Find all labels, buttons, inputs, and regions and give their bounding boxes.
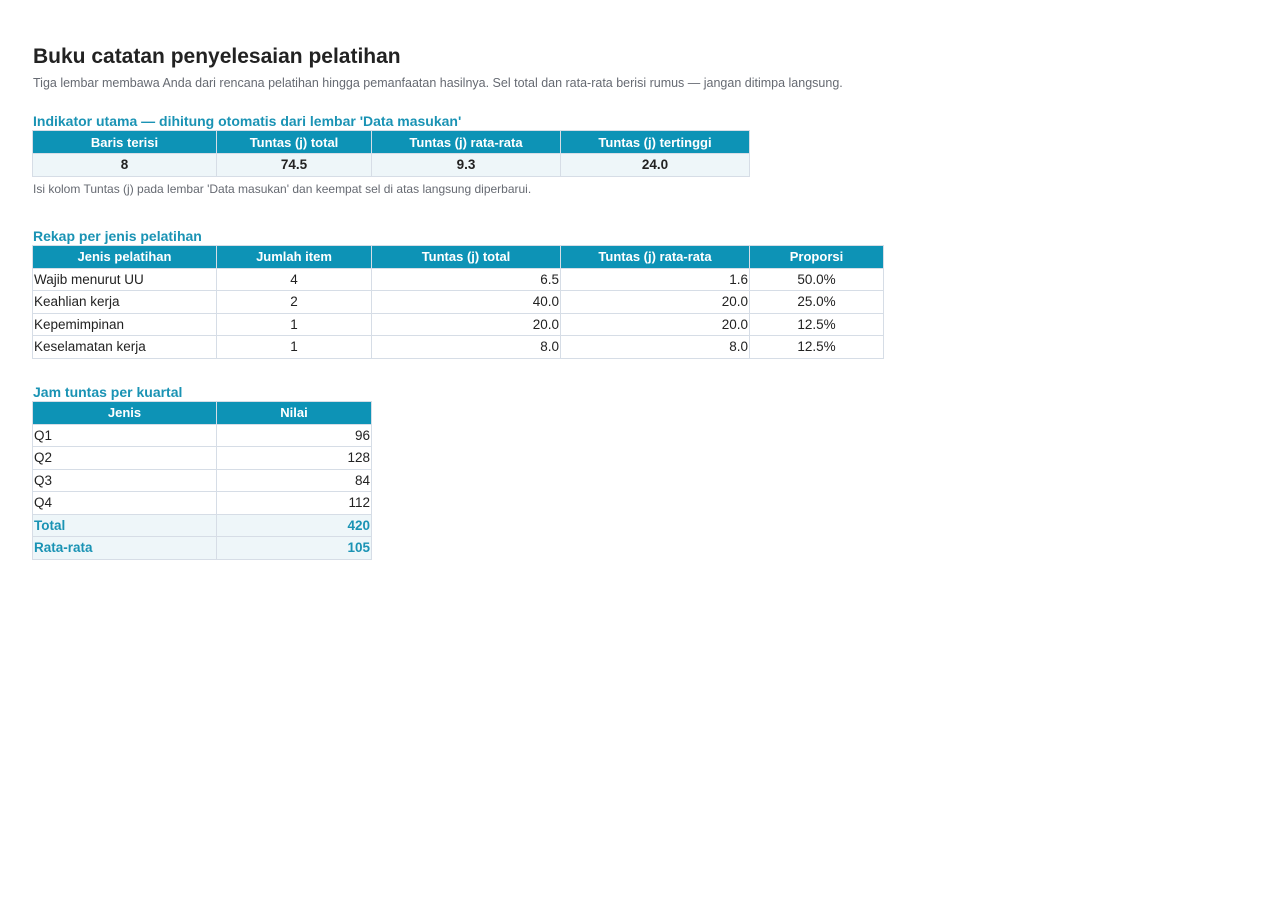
recap-proportion-cell[interactable]: 12.5% — [750, 336, 884, 359]
kpi-average-cell[interactable]: 9.3 — [372, 154, 561, 177]
total-value-cell[interactable]: 420 — [217, 514, 372, 537]
kpi-header-average[interactable]: Tuntas (j) rata-rata — [372, 131, 561, 154]
recap-total-cell[interactable]: 6.5 — [372, 268, 561, 291]
kpi-total-cell[interactable]: 74.5 — [217, 154, 372, 177]
recap-average-cell[interactable]: 20.0 — [561, 313, 750, 336]
total-label-cell[interactable]: Total — [33, 514, 217, 537]
table-row — [33, 447, 372, 470]
quarterly-header-value[interactable]: Nilai — [217, 401, 372, 424]
quarterly-section-title: Jam tuntas per kuartal — [33, 383, 183, 400]
table-row — [33, 424, 372, 447]
recap-average-cell[interactable]: 8.0 — [561, 336, 750, 359]
quarter-label-cell[interactable]: Q4 — [33, 492, 217, 515]
recap-header-count[interactable]: Jumlah item — [217, 245, 372, 268]
quarter-value-cell[interactable]: 96 — [217, 424, 372, 447]
kpi-value-row — [33, 154, 750, 177]
quarterly-header-type[interactable]: Jenis — [33, 401, 217, 424]
kpi-max-cell[interactable]: 24.0 — [561, 154, 750, 177]
recap-table — [32, 245, 884, 359]
average-label-cell[interactable]: Rata-rata — [33, 537, 217, 560]
table-row — [33, 313, 884, 336]
quarter-value-cell[interactable]: 128 — [217, 447, 372, 470]
recap-count-cell[interactable]: 1 — [217, 313, 372, 336]
page-subtitle: Tiga lembar membawa Anda dari rencana pelatihan hingga pemanfaatan hasilnya. Sel total dan rata-rata berisi rumus — jangan ditimpa langsung. — [33, 76, 843, 90]
quarter-label-cell[interactable]: Q1 — [33, 424, 217, 447]
recap-average-cell[interactable]: 20.0 — [561, 291, 750, 314]
quarterly-header-row — [33, 401, 372, 424]
recap-count-cell[interactable]: 1 — [217, 336, 372, 359]
recap-header-row — [33, 245, 884, 268]
recap-count-cell[interactable]: 4 — [217, 268, 372, 291]
kpi-section-title: Indikator utama — dihitung otomatis dari lembar 'Data masukan' — [33, 113, 462, 129]
recap-total-cell[interactable]: 8.0 — [372, 336, 561, 359]
recap-total-cell[interactable]: 20.0 — [372, 313, 561, 336]
kpi-table — [32, 130, 750, 177]
recap-total-cell[interactable]: 40.0 — [372, 291, 561, 314]
table-row — [33, 291, 884, 314]
page-title: Buku catatan penyelesaian pelatihan — [33, 45, 401, 68]
kpi-header-max[interactable]: Tuntas (j) tertinggi — [561, 131, 750, 154]
kpi-header-rows-filled[interactable]: Baris terisi — [33, 131, 217, 154]
recap-header-total[interactable]: Tuntas (j) total — [372, 245, 561, 268]
recap-count-cell[interactable]: 2 — [217, 291, 372, 314]
recap-type-cell[interactable]: Kepemimpinan — [33, 313, 217, 336]
quarter-value-cell[interactable]: 112 — [217, 492, 372, 515]
recap-section-title: Rekap per jenis pelatihan — [33, 227, 202, 244]
recap-header-proportion[interactable]: Proporsi — [750, 245, 884, 268]
table-row — [33, 492, 372, 515]
recap-proportion-cell[interactable]: 12.5% — [750, 313, 884, 336]
average-value-cell[interactable]: 105 — [217, 537, 372, 560]
quarterly-table — [32, 401, 372, 560]
quarter-value-cell[interactable]: 84 — [217, 469, 372, 492]
average-row — [33, 537, 372, 560]
recap-type-cell[interactable]: Wajib menurut UU — [33, 268, 217, 291]
recap-header-average[interactable]: Tuntas (j) rata-rata — [561, 245, 750, 268]
kpi-header-total[interactable]: Tuntas (j) total — [217, 131, 372, 154]
recap-header-type[interactable]: Jenis pelatihan — [33, 245, 217, 268]
recap-type-cell[interactable]: Keselamatan kerja — [33, 336, 217, 359]
recap-average-cell[interactable]: 1.6 — [561, 268, 750, 291]
quarterly-section — [33, 383, 1233, 560]
table-row — [33, 268, 884, 291]
recap-type-cell[interactable]: Keahlian kerja — [33, 291, 217, 314]
kpi-rows-filled-cell[interactable]: 8 — [33, 154, 217, 177]
total-row — [33, 514, 372, 537]
quarter-label-cell[interactable]: Q2 — [33, 447, 217, 470]
kpi-section — [33, 112, 1233, 197]
kpi-note: Isi kolom Tuntas (j) pada lembar 'Data masukan' dan keempat sel di atas langsung diperbarui. — [33, 181, 532, 196]
quarter-label-cell[interactable]: Q3 — [33, 469, 217, 492]
recap-proportion-cell[interactable]: 50.0% — [750, 268, 884, 291]
recap-proportion-cell[interactable]: 25.0% — [750, 291, 884, 314]
table-row — [33, 469, 372, 492]
kpi-header-row — [33, 131, 750, 154]
worksheet — [33, 42, 1233, 560]
recap-section — [33, 227, 1233, 359]
table-row — [33, 336, 884, 359]
